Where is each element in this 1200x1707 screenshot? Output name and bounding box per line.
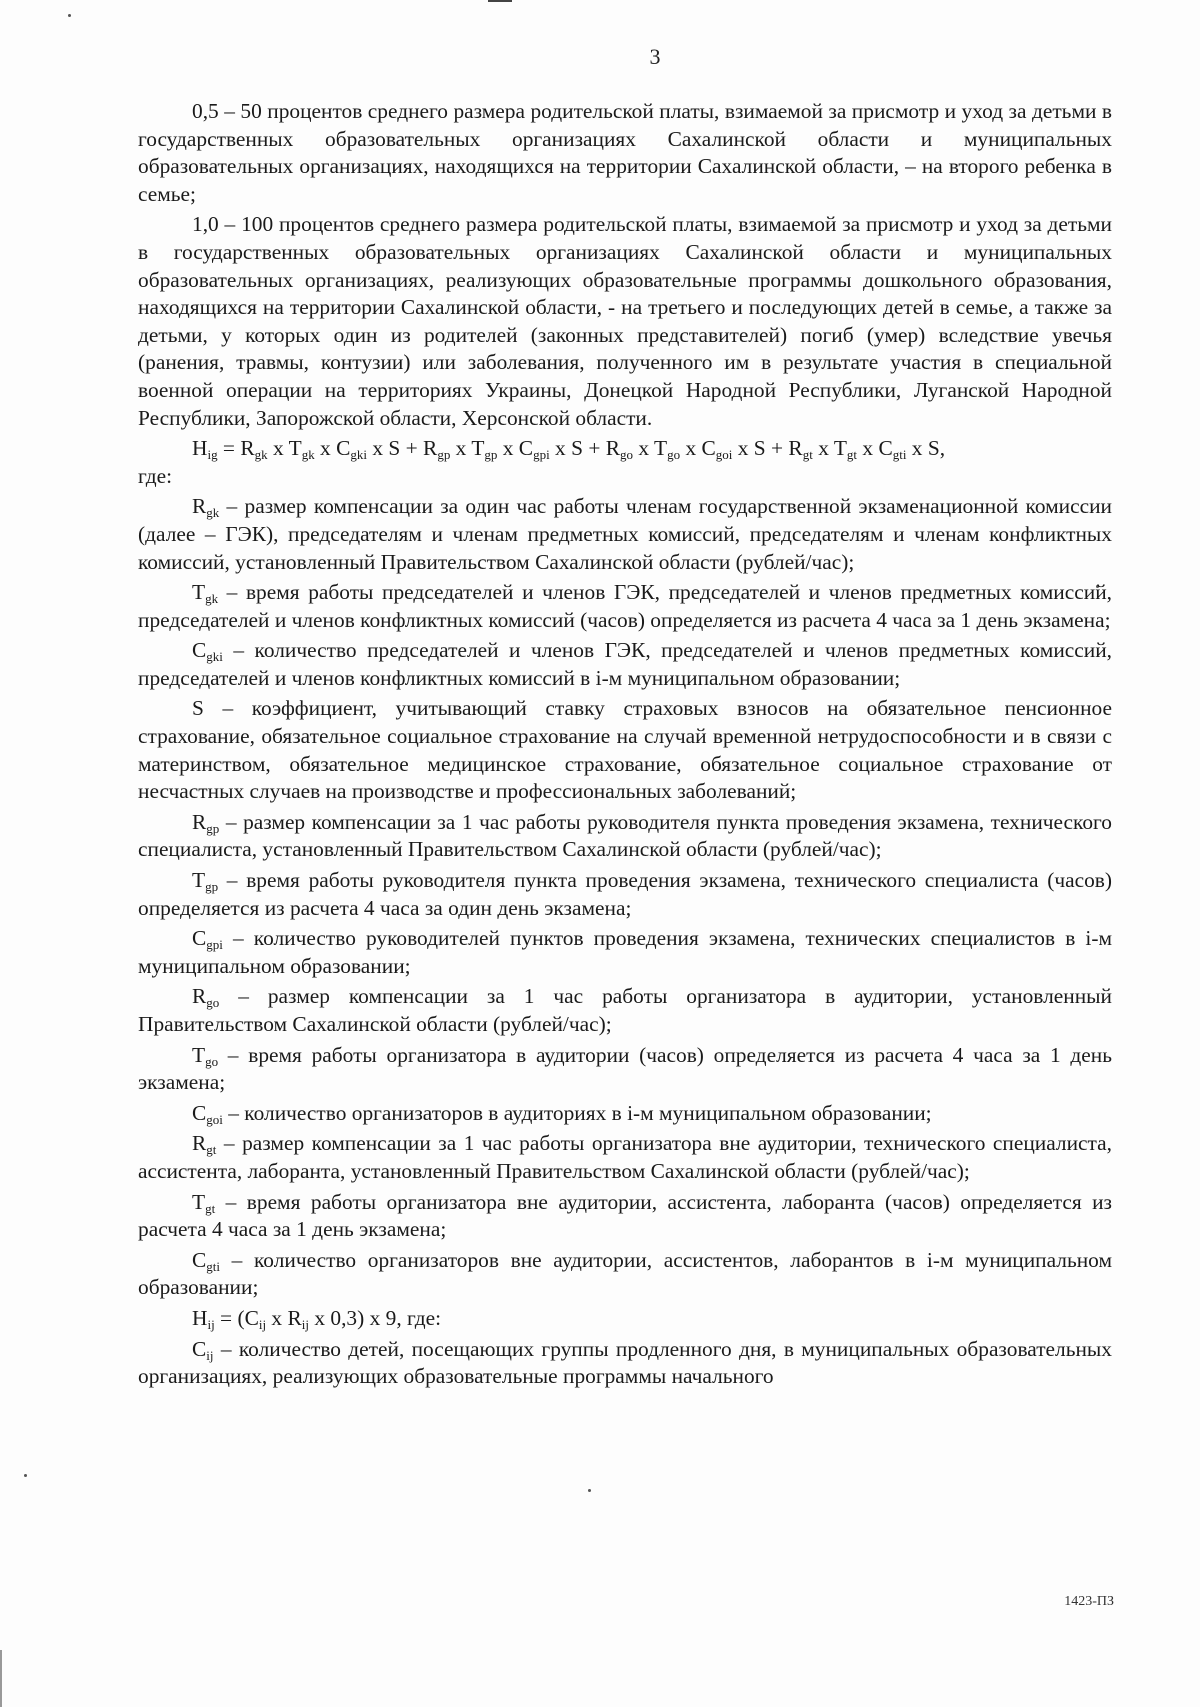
definition-rgp (138, 809, 1112, 864)
formula-hig (138, 435, 1112, 463)
definition-text: – количество организаторов вне аудитории, ассистентов, лаборантов в i-м муниципальном образовании; (138, 1247, 1112, 1300)
definition-rgt (138, 1130, 1112, 1185)
scan-speck (24, 1474, 27, 1477)
definition-text: – время работы председателей и членов ГЭК, председателей и членов предметных комиссий, председателей и членов конфликтных комиссий (часов) определяется из расчета 4 часа за 1 день экзамена; (138, 580, 1112, 632)
definition-text: – время работы организатора в аудитории (часов) определяется из расчета 4 часа за 1 день экзамена; (138, 1042, 1112, 1095)
definition-text: – количество председателей и членов ГЭК, председателей и членов предметных комиссий, председателей и членов конфликтных комиссий в i-м муниципальном образовании; (138, 638, 1112, 690)
definition-text: – коэффициент, учитывающий ставку страховых взносов на обязательное пенсионное страхование, обязательное социальное страхование на случай временной нетрудоспособности и в связи с материнством, обязательное медицинское страхование, обязательное социальное страхование от несчастных случаев на производстве и профессиональных заболеваний; (138, 696, 1112, 804)
definition-cgoi (138, 1100, 1112, 1128)
definition-text: – время работы руководителя пункта проведения экзамена, технического специалиста (часов) определяется из расчета 4 часа за один день экзамена; (138, 868, 1112, 920)
definition-cij (138, 1336, 1112, 1391)
symbol: $R_{gk}$ (192, 494, 220, 521)
paragraph: 0,5 – 50 процентов среднего размера родительской платы, взимаемой за присмотр и уход за детьми в государственных образовательных организациях Сахалинской области и муниципальных образовательных организациях, находящихся на территории Сахалинской области, – на второго ребенка в семье; (138, 99, 1112, 206)
definition-text: – количество детей, посещающих группы продленного дня, в муниципальных образовательных организациях, реализующих образовательные программы начального (138, 1336, 1112, 1389)
symbol: $R_{gp}$ (192, 809, 220, 836)
symbol: $C_{gki}$ (192, 638, 223, 665)
definition-rgo (138, 983, 1112, 1038)
definition-cgpi (138, 925, 1112, 980)
definition-tgo (138, 1042, 1112, 1097)
definition-text: – размер компенсации за 1 час работы руководителя пункта проведения экзамена, технического специалиста, установленный Правительством Сахалинской области (рублей/час); (138, 809, 1112, 862)
definition-cgti (138, 1247, 1112, 1302)
page-number: 3 (649, 44, 661, 69)
definition-text: – количество организаторов в аудиториях в i-м муниципальном образовании; (222, 1100, 932, 1125)
symbol: $R_{go}$ (192, 984, 220, 1011)
symbol: $C_{gpi}$ (192, 926, 223, 953)
definition-tgt (138, 1189, 1112, 1244)
definition-text: – размер компенсации за один час работы членам государственной экзаменационной комиссии (далее – ГЭК), председателям и членам предметных комиссий, председателям и членам конфликтных комиссий, установленный Правительством Сахалинской области (рублей/час); (138, 494, 1112, 574)
definition-text: – размер компенсации за 1 час работы организатора вне аудитории, технического специалиста, ассистента, лаборанта, установленный Правительством Сахалинской области (рублей/час); (138, 1131, 1112, 1183)
scan-speck (68, 14, 71, 17)
definition-text: – размер компенсации за 1 час работы организатора в аудитории, установленный Правительством Сахалинской области (рублей/час); (138, 984, 1112, 1036)
symbol: $T_{gp}$ (192, 868, 219, 895)
definition-s (138, 695, 1112, 805)
scan-mark (0, 1650, 2, 1707)
symbol: $T_{go}$ (192, 1042, 219, 1069)
where-label: где: (138, 463, 173, 488)
symbol: S (192, 696, 204, 721)
definition-cgki (138, 637, 1112, 692)
symbol: $R_{gt}$ (192, 1131, 217, 1158)
definition-rgk (138, 493, 1112, 576)
definition-text: – количество руководителей пунктов проведения экзамена, технических специалистов в i-м муниципальном образовании; (138, 926, 1112, 978)
symbol: $C_{gti}$ (192, 1247, 221, 1274)
definition-tgp (138, 867, 1112, 922)
scan-speck (588, 1489, 591, 1492)
formula-hij: $H_{ij} = (C_{ij}$ x $R_{ij}$ x 0,3) x 9, где: (192, 1305, 442, 1332)
symbol: $T_{gt}$ (192, 1189, 216, 1216)
symbol: $C_{goi}$ (192, 1100, 223, 1127)
definition-tgk (138, 579, 1112, 634)
scan-mark (488, 0, 512, 2)
paragraph: 1,0 – 100 процентов среднего размера родительской платы, взимаемой за присмотр и уход за детьми в государственных образовательных организациях Сахалинской области и муниципальных образовательных организациях, реализующих образовательные программы дошкольного образования, находящихся на территории Сахалинской области, - на третьего и последующих детей в семье, а также за детьми, у которых один из родителей (законных представителей) погиб (умер) вследствие увечья (ранения, травмы, контузии) или заболевания, полученного им в результате участия в специальной военной операции на территориях Украины, Донецкой Народной Республики, Луганской Народной Республики, Запорожской области, Херсонской области. (138, 212, 1112, 430)
document-body (138, 98, 1112, 1391)
document-code: 1423-ПЗ (1064, 1594, 1114, 1609)
definition-text: – время работы организатора вне аудитории, ассистента, лаборанта (часов) определяется из расчета 4 часа за 1 день экзамена; (138, 1189, 1112, 1242)
symbol: $T_{gk}$ (192, 580, 219, 607)
symbol: $C_{ij}$ (192, 1336, 214, 1363)
formula-text: $H_{ig} = R_{gk}$ x $T_{gk}$ x $C_{gki}$ x $S + R_{gp}$ x $T_{gp}$ x $C_{gpi}$ x $S + R_{go}$ x $T_{go}$ x $C_{goi}$ x $S + R_{gt}$ x $T_{gt}$ x $C_{gti}$ x S, (192, 436, 946, 463)
